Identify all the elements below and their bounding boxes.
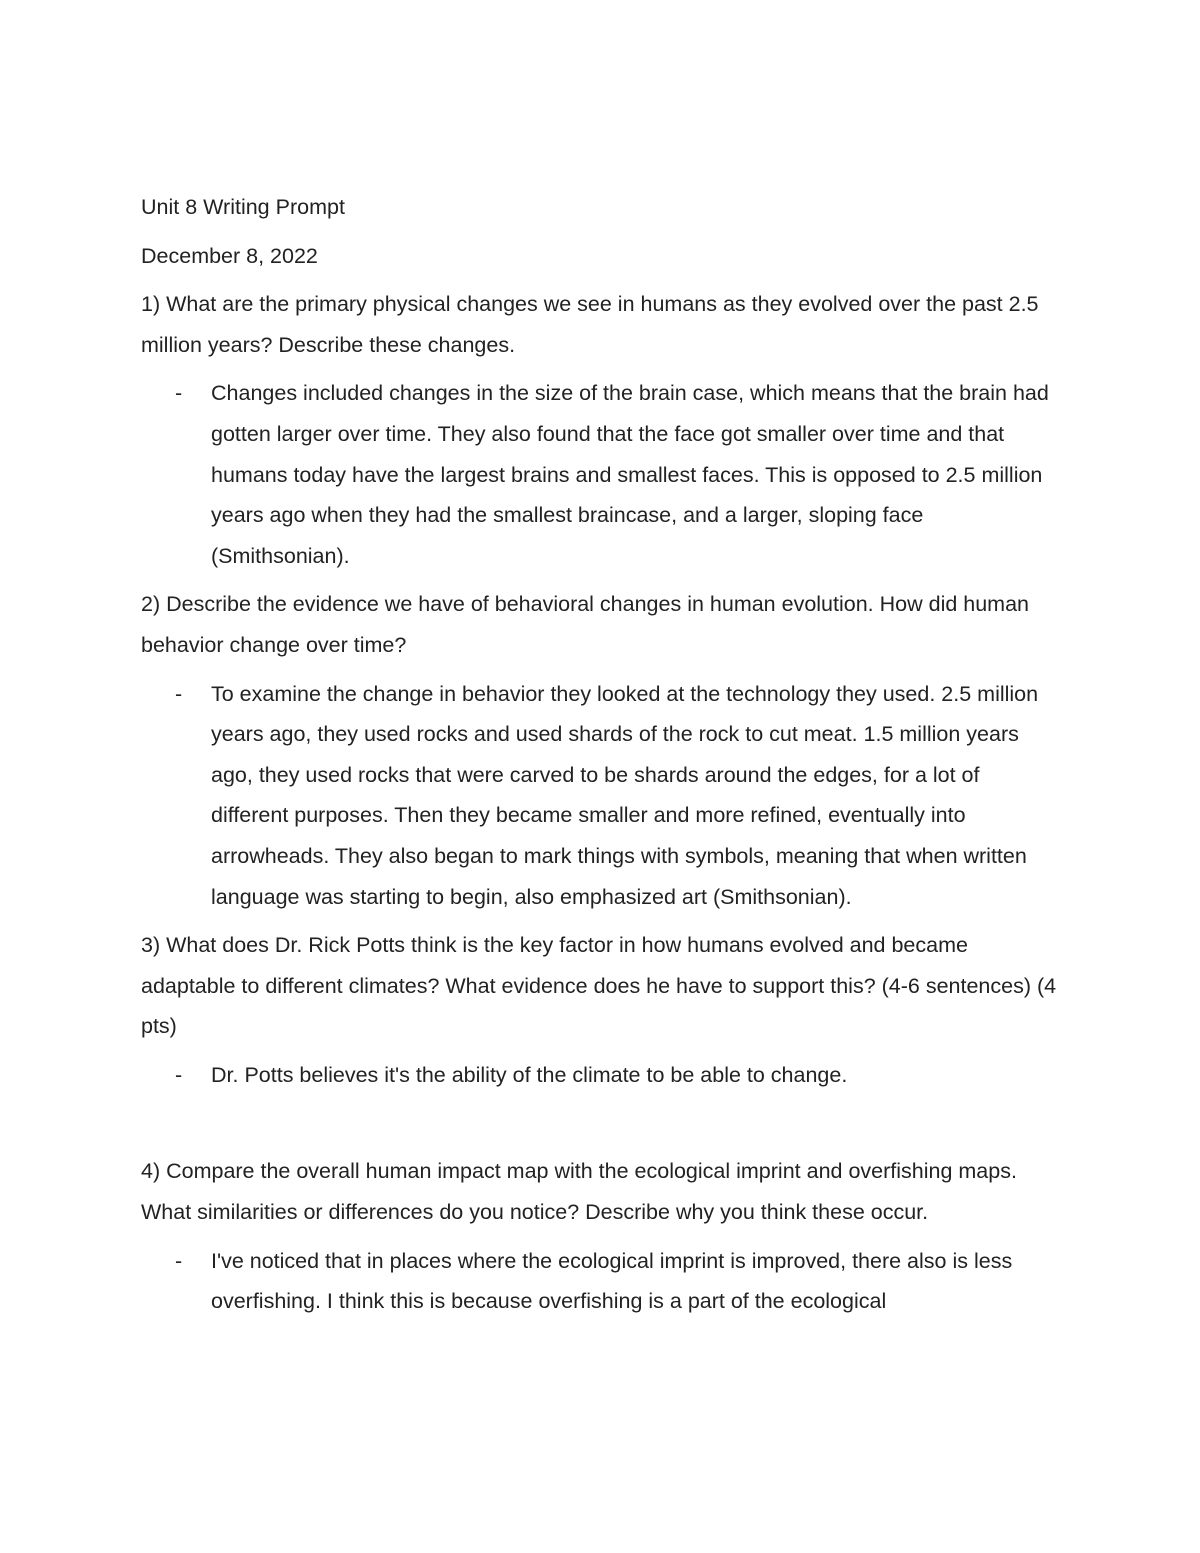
answer-2 xyxy=(141,674,1061,918)
document-title: Unit 8 Writing Prompt xyxy=(141,195,345,219)
question-4: 4) Compare the overall human impact map with the ecological imprint and overfishing maps. What similarities or differences do you notice? Describe why you think these occur. xyxy=(141,1159,1017,1225)
question-3: 3) What does Dr. Rick Potts think is the key factor in how humans evolved and became adaptable to different climates? What evidence does he have to support this? (4-6 sentences) (4 pts) xyxy=(141,933,1057,1039)
bullet-dash: - xyxy=(175,681,183,706)
blank-line xyxy=(141,1103,1061,1151)
answer-3-text: Dr. Potts believes it's the ability of the climate to be able to change. xyxy=(211,1062,848,1087)
answer-1-text: Changes included changes in the size of the brain case, which means that the brain had gotten larger over time. They also found that the face got smaller over time and that humans today have the largest brains and smallest faces. This is opposed to 2.5 million years ago when they had the smallest braincase, and a larger, sloping face (Smithsonian). xyxy=(211,381,1049,568)
question-2: 2) Describe the evidence we have of behavioral changes in human evolution. How did human behavior change over time? xyxy=(141,592,1030,657)
answer-2-text: To examine the change in behavior they looked at the technology they used. 2.5 million years ago, they used rocks and used shards of the rock to cut meat. 1.5 million years ago, they used rocks that were carved to be shards around the edges, for a lot of different purposes. Then they became smaller and more refined, eventually into arrowheads. They also began to mark things with symbols, meaning that when written language was starting to begin, also emphasized art (Smithsonian). xyxy=(211,681,1039,909)
bullet-dash: - xyxy=(175,1062,183,1087)
document-date: December 8, 2022 xyxy=(141,243,318,268)
question-1: 1) What are the primary physical changes we see in humans as they evolved over the past 2.5 million years? Describe these changes. xyxy=(141,292,1039,357)
answer-4 xyxy=(141,1241,1061,1322)
answer-4-text: I've noticed that in places where the ecological imprint is improved, there also is less overfishing. I think this is because overfishing is a part of the ecological xyxy=(211,1248,1013,1314)
document-body xyxy=(141,187,1061,1330)
bullet-dash: - xyxy=(175,1248,183,1273)
answer-1 xyxy=(141,373,1061,576)
bullet-dash: - xyxy=(175,381,183,406)
answer-3 xyxy=(141,1055,1061,1096)
